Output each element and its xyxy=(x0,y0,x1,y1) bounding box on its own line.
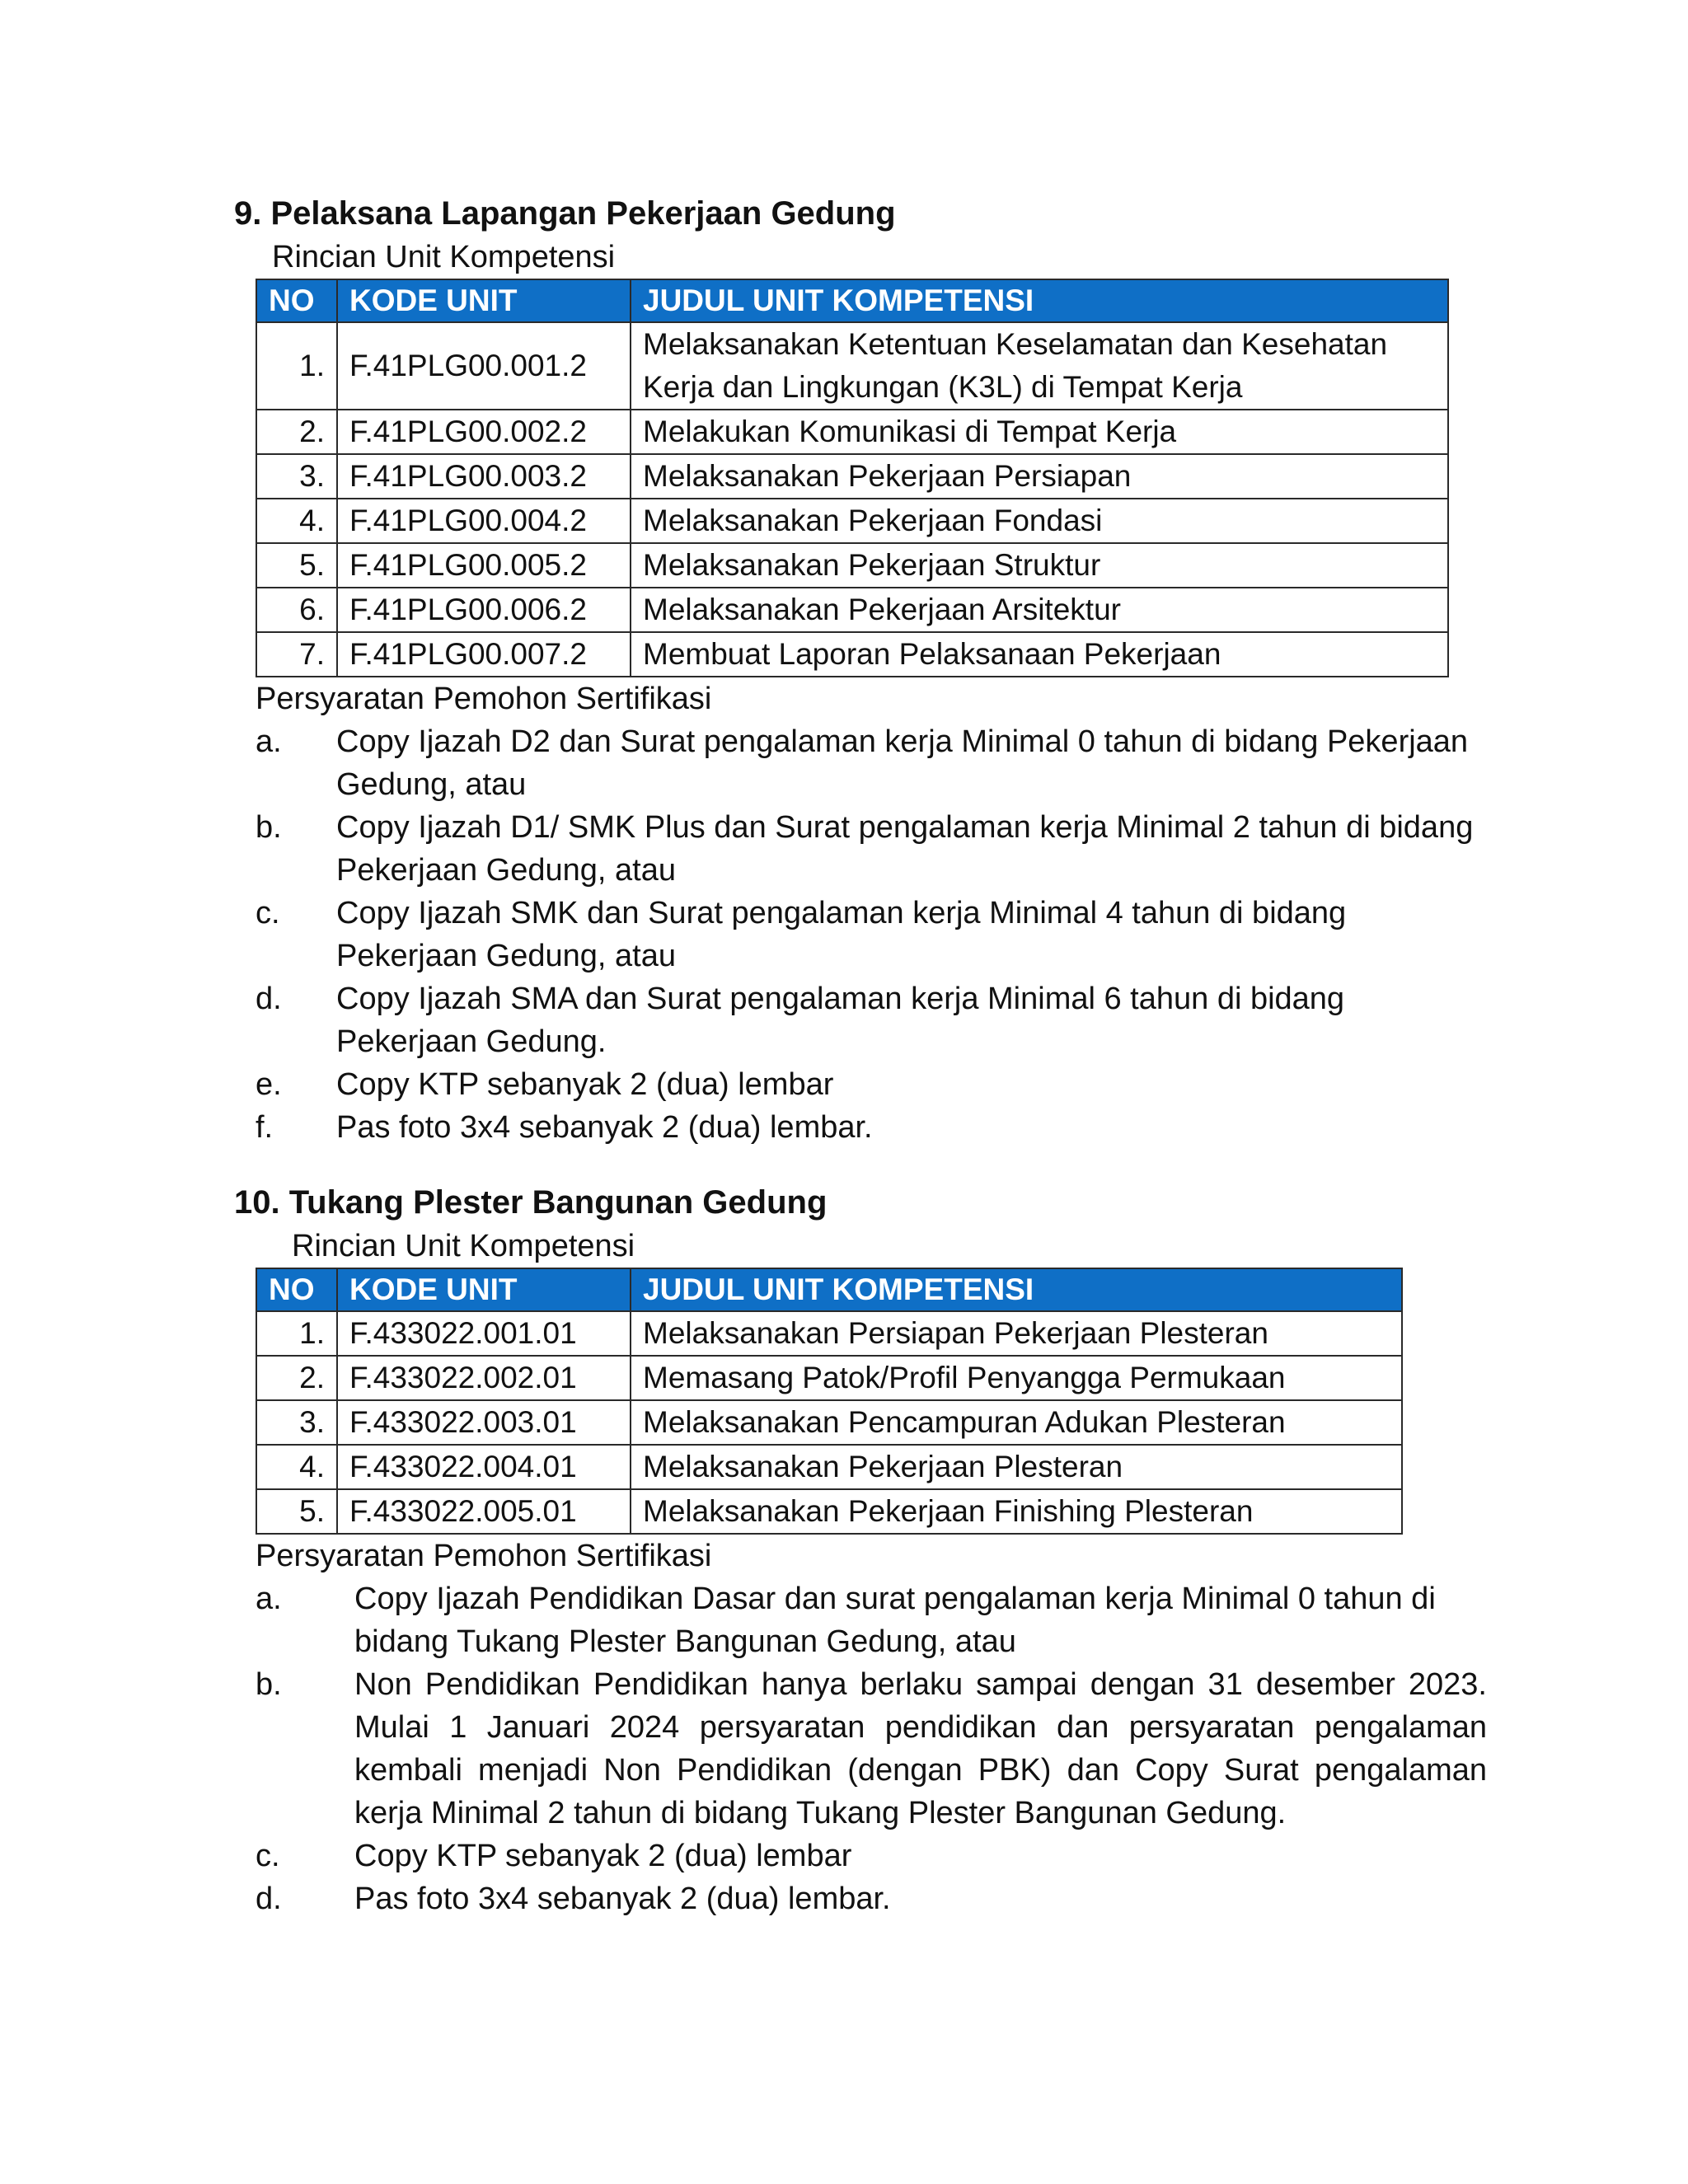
requirements-heading: Persyaratan Pemohon Sertifikasi xyxy=(256,682,712,716)
row-title xyxy=(631,322,1448,410)
row-code: F.41PLG00.001.2 xyxy=(337,322,631,410)
requirement-marker: c. xyxy=(256,896,280,930)
header-code: KODE UNIT xyxy=(337,1268,631,1311)
row-code: F.433022.003.01 xyxy=(337,1400,631,1445)
section-9 xyxy=(234,191,1487,1149)
row-title: Melaksanakan Pencampuran Adukan Plesteran xyxy=(631,1400,1402,1445)
requirement-text: Copy Ijazah SMA dan Surat pengalaman kerja Minimal 6 tahun di bidang Pekerjaan Gedung. xyxy=(336,982,1345,1059)
requirement-item xyxy=(256,1877,1487,1920)
row-code: F.433022.004.01 xyxy=(337,1445,631,1489)
row-code: F.433022.005.01 xyxy=(337,1489,631,1534)
row-title: Melaksanakan Persiapan Pekerjaan Plesteran xyxy=(631,1311,1402,1356)
row-title: Melaksanakan Pekerjaan Struktur xyxy=(631,543,1448,588)
requirement-text: Copy Ijazah Pendidikan Dasar dan surat pengalaman kerja Minimal 0 tahun di bidang Tukang Plester Bangunan Gedung, atau xyxy=(354,1582,1436,1659)
header-title: JUDUL UNIT KOMPETENSI xyxy=(631,1268,1402,1311)
requirement-item xyxy=(256,892,1487,977)
row-title-text: Melaksanakan Ketentuan Keselamatan dan Kesehatan Kerja dan Lingkungan (K3L) di Tempat Kerja xyxy=(643,327,1388,404)
table-row xyxy=(256,454,1448,499)
table-row xyxy=(256,588,1448,632)
table-row xyxy=(256,1445,1402,1489)
requirement-text: Non Pendidikan Pendidikan hanya berlaku sampai dengan 31 desember 2023. Mulai 1 Januari 2024 persyaratan pendidikan dan persyaratan pengalaman kembali menjadi Non Pendidikan (dengan PBK) dan Copy Surat pengalaman kerja Minimal 2 tahun di bidang Tukang Plester Bangunan Gedung. xyxy=(354,1667,1487,1830)
requirement-item xyxy=(256,1663,1487,1835)
requirement-text: Copy KTP sebanyak 2 (dua) lembar xyxy=(354,1839,852,1873)
requirement-marker: f. xyxy=(256,1110,274,1145)
row-no: 6. xyxy=(256,588,337,632)
row-title: Melaksanakan Pekerjaan Finishing Plesteran xyxy=(631,1489,1402,1534)
section-10 xyxy=(234,1180,1487,1920)
row-no: 3. xyxy=(256,454,337,499)
row-no: 3. xyxy=(256,1400,337,1445)
header-no: NO xyxy=(256,279,337,322)
row-code: F.433022.001.01 xyxy=(337,1311,631,1356)
section-title: 10. Tukang Plester Bangunan Gedung xyxy=(234,1184,828,1221)
requirement-item xyxy=(256,1106,1487,1149)
table-row xyxy=(256,322,1448,410)
row-no: 4. xyxy=(256,1445,337,1489)
table-row xyxy=(256,1356,1402,1400)
requirement-item xyxy=(256,806,1487,892)
row-no: 1. xyxy=(256,322,337,410)
requirement-marker: b. xyxy=(256,1667,282,1702)
row-title: Melaksanakan Pekerjaan Arsitektur xyxy=(631,588,1448,632)
requirement-marker: d. xyxy=(256,982,282,1016)
requirement-item xyxy=(256,1577,1487,1663)
row-code: F.41PLG00.007.2 xyxy=(337,632,631,677)
table-row xyxy=(256,543,1448,588)
table-row xyxy=(256,499,1448,543)
requirement-marker: d. xyxy=(256,1882,282,1916)
requirements-list xyxy=(234,1577,1487,1920)
row-no: 2. xyxy=(256,410,337,454)
row-no: 2. xyxy=(256,1356,337,1400)
row-no: 1. xyxy=(256,1311,337,1356)
section-title: 9. Pelaksana Lapangan Pekerjaan Gedung xyxy=(234,195,896,232)
competency-units-table xyxy=(256,279,1449,677)
section-subtitle: Rincian Unit Kompetensi xyxy=(272,240,616,274)
row-code: F.41PLG00.006.2 xyxy=(337,588,631,632)
row-code: F.41PLG00.002.2 xyxy=(337,410,631,454)
requirement-item xyxy=(256,977,1487,1063)
competency-units-table xyxy=(256,1268,1403,1535)
table-row xyxy=(256,410,1448,454)
table-header-row xyxy=(256,1268,1402,1311)
row-code: F.433022.002.01 xyxy=(337,1356,631,1400)
row-title: Membuat Laporan Pelaksanaan Pekerjaan xyxy=(631,632,1448,677)
requirement-text: Copy Ijazah D2 dan Surat pengalaman kerja Minimal 0 tahun di bidang Pekerjaan Gedung, atau xyxy=(336,724,1469,802)
row-no: 5. xyxy=(256,1489,337,1534)
requirements-heading: Persyaratan Pemohon Sertifikasi xyxy=(256,1539,712,1573)
requirement-item xyxy=(256,1835,1487,1877)
row-no: 4. xyxy=(256,499,337,543)
row-no: 5. xyxy=(256,543,337,588)
requirement-marker: a. xyxy=(256,724,282,759)
requirement-marker: e. xyxy=(256,1067,282,1102)
requirement-text: Pas foto 3x4 sebanyak 2 (dua) lembar. xyxy=(336,1110,873,1145)
header-no: NO xyxy=(256,1268,337,1311)
row-code: F.41PLG00.005.2 xyxy=(337,543,631,588)
requirement-marker: a. xyxy=(256,1582,282,1616)
table-row xyxy=(256,1311,1402,1356)
row-title: Melakukan Komunikasi di Tempat Kerja xyxy=(631,410,1448,454)
row-title: Melaksanakan Pekerjaan Plesteran xyxy=(631,1445,1402,1489)
requirement-text: Copy Ijazah SMK dan Surat pengalaman kerja Minimal 4 tahun di bidang Pekerjaan Gedung, atau xyxy=(336,896,1347,973)
row-title: Melaksanakan Pekerjaan Persiapan xyxy=(631,454,1448,499)
header-code: KODE UNIT xyxy=(337,279,631,322)
table-row xyxy=(256,1400,1402,1445)
requirement-item xyxy=(256,1063,1487,1106)
table-row xyxy=(256,632,1448,677)
row-no: 7. xyxy=(256,632,337,677)
row-title: Memasang Patok/Profil Penyangga Permukaan xyxy=(631,1356,1402,1400)
row-code: F.41PLG00.004.2 xyxy=(337,499,631,543)
table-header-row xyxy=(256,279,1448,322)
requirement-marker: b. xyxy=(256,810,282,845)
row-title: Melaksanakan Pekerjaan Fondasi xyxy=(631,499,1448,543)
requirement-text: Copy Ijazah D1/ SMK Plus dan Surat pengalaman kerja Minimal 2 tahun di bidang Pekerjaan Gedung, atau xyxy=(336,810,1474,888)
requirement-text: Pas foto 3x4 sebanyak 2 (dua) lembar. xyxy=(354,1882,891,1916)
row-code: F.41PLG00.003.2 xyxy=(337,454,631,499)
header-title: JUDUL UNIT KOMPETENSI xyxy=(631,279,1448,322)
requirement-marker: c. xyxy=(256,1839,280,1873)
table-row xyxy=(256,1489,1402,1534)
requirements-list xyxy=(234,720,1487,1149)
requirement-item xyxy=(256,720,1487,806)
section-subtitle: Rincian Unit Kompetensi xyxy=(292,1229,635,1263)
requirement-text: Copy KTP sebanyak 2 (dua) lembar xyxy=(336,1067,834,1102)
